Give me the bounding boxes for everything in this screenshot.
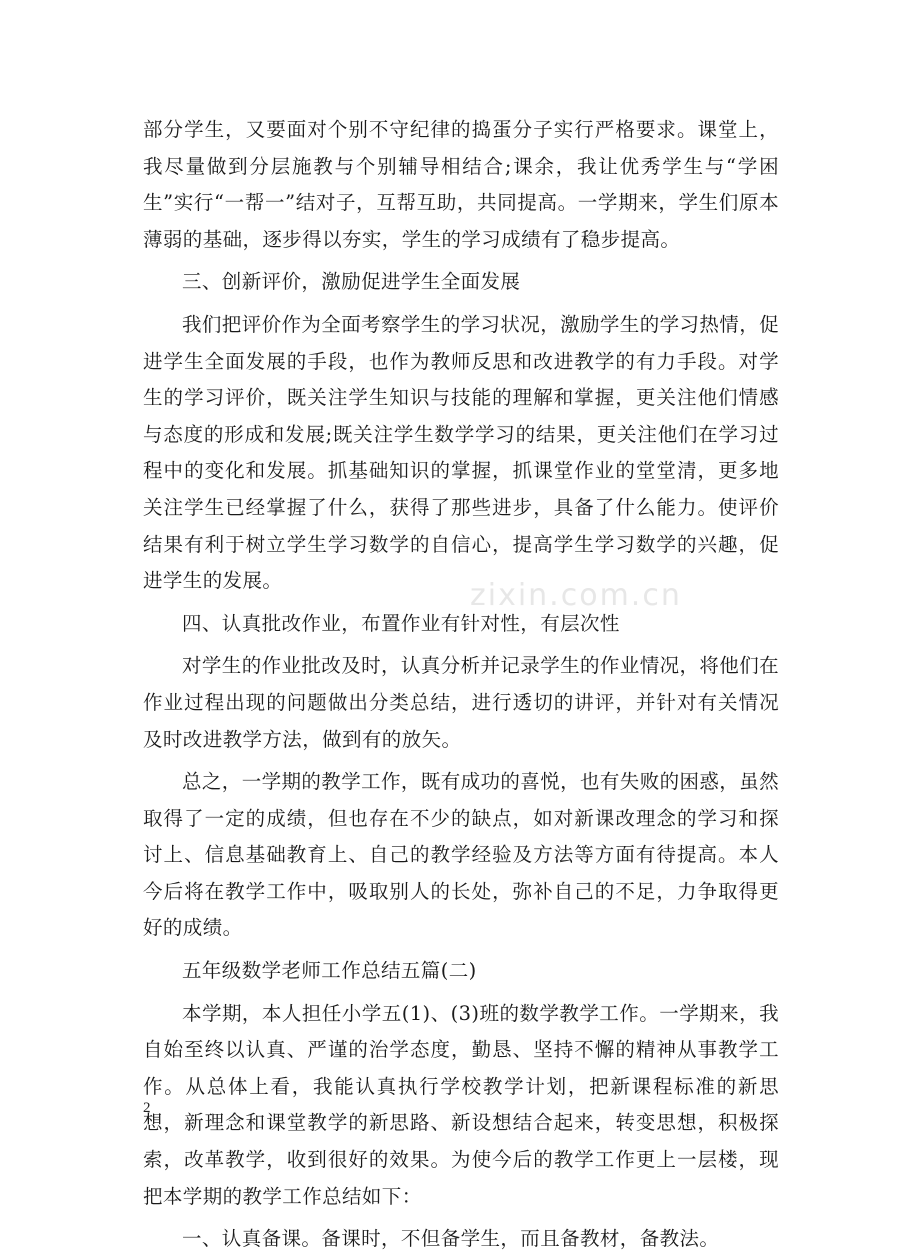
article-title-2: 五年级数学老师工作总结五篇(二) — [182, 959, 477, 983]
paragraph-2: 我们把评价作为全面考察学生的学习状况，激励学生的学习热情，促进学生全面发展的手段，也作为教师反思和改进教学的有力手段。对学生的学习评价，既关注学生知识与技能的理解和掌握，更关注他们情感与态度的形成和发展;既关注学生数学学习的结果，更关注他们在学习过程中的变化和发展。抓基础知识的掌握，抓课堂作业的堂堂清，更多地关注学生已经掌握了什么，获得了那些进步，具备了什么能力。使评价结果有利于树立学生学习数学的自信心，提高学生学习数学的兴趣，促进学生的发展。 — [143, 312, 780, 593]
paragraph-5: 本学期，本人担任小学五(1)、(3)班的数学教学工作。一学期来，我自始至终以认真、严谨的治学态度，勤恳、坚持不懈的精神从事教学工作。从总体上看，我能认真执行学校教学计划，把新课程标准的新思想，新理念和课堂教学的新思路、新设想结合起来，转变思想，积极探索，改革教学，收到很好的效果。为使今后的教学工作更上一层楼，现把本学期的教学工作总结如下： — [143, 1001, 779, 1208]
section-heading-4: 四、认真批改作业，布置作业有针对性，有层次性 — [182, 611, 620, 635]
paragraph-1: 部分学生，又要面对个别不守纪律的捣蛋分子实行严格要求。课堂上，我尽量做到分层施教与个别辅导相结合;课余，我让优秀学生与“学困生”实行“一帮一”结对子，互帮互助，共同提高。一学期来，学生们原本薄弱的基础，逐步得以夯实，学生的学习成绩有了稳步提高。 — [143, 118, 779, 251]
watermark: zixin.com.cn — [470, 578, 682, 613]
document-body — [143, 112, 779, 1258]
section-heading-3: 三、创新评价，激励促进学生全面发展 — [182, 270, 521, 294]
paragraph-4: 总之，一学期的教学工作，既有成功的喜悦，也有失败的困惑，虽然取得了一定的成绩，但也存在不少的缺点，如对新课改理念的学习和探讨上、信息基础教育上、自己的教学经验及方法等方面有待提高。本人今后将在教学工作中，吸取别人的长处，弥补自己的不足，力争取得更好的成绩。 — [143, 770, 780, 940]
page-number: 2 — [143, 1100, 151, 1116]
section-heading-1: 一、认真备课。备课时，不但备学生，而且备教材，备教法。 — [182, 1227, 720, 1251]
paragraph-3: 对学生的作业批改及时，认真分析并记录学生的作业情况，将他们在作业过程出现的问题做出分类总结，进行透切的讲评，并针对有关情况及时改进教学方法，做到有的放矢。 — [143, 654, 780, 751]
